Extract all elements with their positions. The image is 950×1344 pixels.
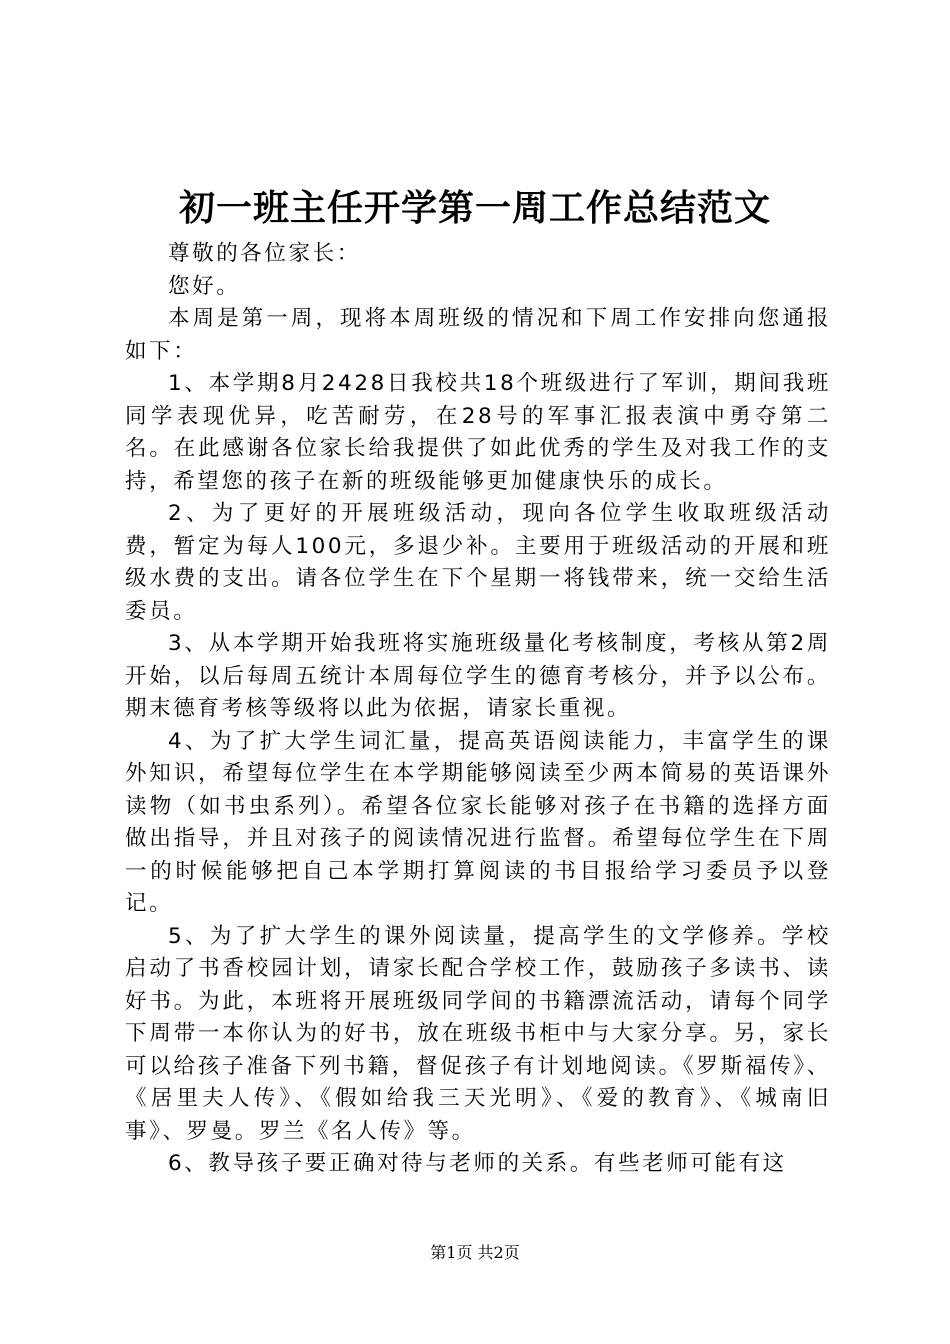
intro-paragraph: 本周是第一周，现将本周班级的情况和下周工作安排向您通报如下： — [125, 306, 831, 364]
item-paragraph-2: 2、为了更好的开展班级活动，现向各位学生收取班级活动费，暂定为每人100元，多退少补。主要用于班级活动的开展和班级水费的支出。请各位学生在下个星期一将钱带来，统一交给生活委员。 — [125, 501, 831, 624]
document-body — [125, 238, 831, 1181]
salutation: 尊敬的各位家长： — [168, 241, 361, 266]
item-paragraph-3: 3、从本学期开始我班将实施班级量化考核制度，考核从第2周开始，以后每周五统计本周每位学生的德育考核分，并予以公布。期末德育考核等级将以此为依据，请家长重视。 — [125, 631, 831, 721]
page-footer: 第1页 共2页 — [430, 1243, 520, 1262]
item-paragraph-5: 5、为了扩大学生的课外阅读量，提高学生的文学修养。学校启动了书香校园计划，请家长配合学校工作，鼓励孩子多读书、读好书。为此，本班将开展班级同学间的书籍漂流活动，请每个同学下周带一本你认为的好书，放在班级书柜中与大家分享。另，家长可以给孩子准备下列书籍，督促孩子有计划地阅读。《罗斯福传》、《居里夫人传》、《假如给我三天光明》、《爱的教育》、《城南旧事》、罗曼。罗兰《名人传》等。 — [125, 923, 831, 1144]
item-paragraph-4: 4、为了扩大学生词汇量，提高英语阅读能力，丰富学生的课外知识，希望每位学生在本学期能够阅读至少两本简易的英语课外读物（如书虫系列）。希望各位家长能够对孩子在书籍的选择方面做出指导，并且对孩子的阅读情况进行监督。希望每位学生在下周一的时候能够把自己本学期打算阅读的书目报给学习委员予以登记。 — [125, 728, 831, 916]
item-paragraph-1: 1、本学期8月2428日我校共18个班级进行了军训，期间我班同学表现优异，吃苦耐劳，在28号的军事汇报表演中勇夺第二名。在此感谢各位家长给我提供了如此优秀的学生及对我工作的支持，希望您的孩子在新的班级能够更加健康快乐的成长。 — [125, 371, 831, 494]
greeting: 您好。 — [168, 273, 241, 299]
document-title: 初一班主任开学第一周工作总结范文 — [178, 187, 771, 229]
item-paragraph-6: 6、教导孩子要正确对待与老师的关系。有些老师可能有这 — [168, 1151, 787, 1176]
